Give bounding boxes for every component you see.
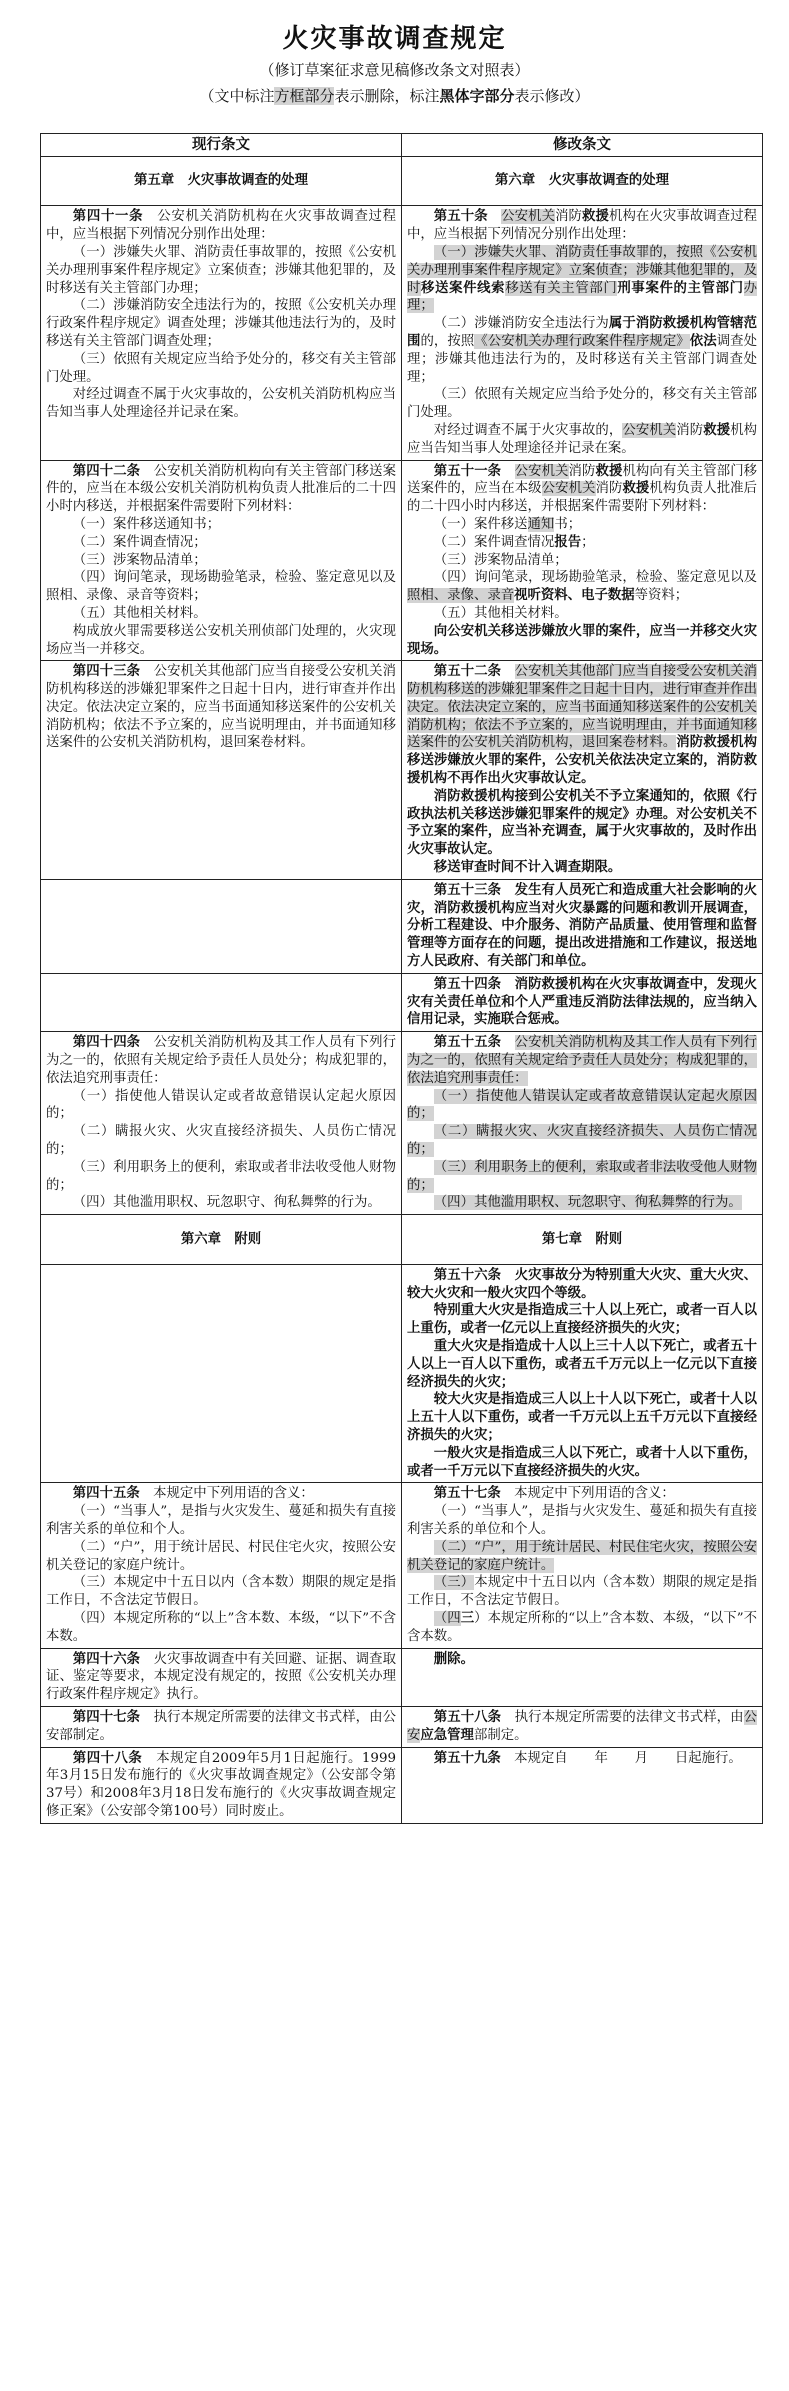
bold-text: 第五十五条 [433,1034,502,1051]
clause-paragraph [407,1391,757,1444]
clause-paragraph [407,663,757,788]
current-text-cell [41,156,402,206]
clause-text: 消防 [568,463,596,479]
deleted-text: （三） [433,1575,475,1591]
clause-text: （三）依照有关规定应当给予处分的，移交有关主管部门处理。 [46,351,396,385]
deleted-text: 照相、录像、录音 [407,588,515,604]
clause-text: （四）询问笔录，现场勘验笔录，检验、鉴定意见以及照相、录像、录音等资料； [46,570,396,604]
deleted-text: 公安机关消防机构及其工作人员有下列行为之一的，依照有关规定给予责任人员处分；构成犯罪的，依法追究刑事责任： [407,1035,758,1086]
clause-text: 公安机关其他部门应当自接受公安机关消防机构移送的涉嫌犯罪案件之日起十日内，进行审查并作出决定。依法决定立案的，应当书面通知移送案件的公安机关消防机构；依法不予立案的，应当说明理由，并书面通知移送案件的公安机关消防机构，退回案卷材料。 [46,664,397,751]
clause-paragraph [46,208,396,244]
clause-paragraph [407,1267,757,1303]
clause-paragraph [407,422,757,458]
table-row [41,1706,763,1747]
clause-paragraph [407,1651,757,1669]
clause-text [501,1035,514,1050]
clause-paragraph [46,386,396,422]
deleted-text: （一） [433,244,475,260]
bold-text: 第四十二条 [72,462,141,479]
table-row [41,1215,763,1265]
clause-text: （一）“当事人”，是指与火灾发生、蔓延和损失有直接利害关系的单位和个人。 [46,1504,396,1537]
deleted-text: 公安机关 [622,422,677,438]
table-row [41,1264,763,1483]
clause-text: （四）本规定所称的“以上”含本数、本级，“以下”不含本数。 [46,1610,396,1644]
bold-text: 第四十六条 [72,1650,141,1667]
deleted-text: 《公安机关办理行政案件程序规定》 [474,333,690,349]
header-revised-text: 修改条文 [402,134,763,157]
bold-text: 一般火灾是指造成三人以下死亡，或者十人以下重伤，或者一千万元以下直接经济损失的火灾。 [407,1444,757,1479]
bold-text: 第四十五条 [72,1485,140,1502]
bold-text: 应急管理 [420,1726,474,1743]
clause-paragraph [407,859,757,877]
clause-paragraph [46,663,396,752]
clause-paragraph [407,1574,757,1610]
clause-paragraph [46,1123,396,1159]
table-row [41,156,763,206]
clause-text: （一）案件移送通知书； [72,516,221,532]
clause-text: 等资料； [634,588,689,604]
clause-paragraph [46,1709,396,1745]
chapter-heading [46,1231,396,1249]
clause-text: 机构负责人批准后的二十四小时内移送，并根据案件需要附下列材料： [407,481,758,515]
clause-paragraph [46,1574,396,1610]
table-row [41,879,763,973]
deleted-text: 公安机关 [541,481,596,497]
clause-text: （二）涉嫌消防安全违法行为 [433,316,609,332]
clause-text: （三）涉案物品清单； [433,552,568,568]
clause-paragraph [407,1123,757,1159]
clause-paragraph [46,605,396,623]
current-text-cell [41,1706,402,1747]
table-row [41,460,763,661]
deleted-text: 公安机关 [514,463,569,479]
deleted-text: （四 [433,1610,461,1626]
current-text-cell [41,1215,402,1265]
clause-paragraph [407,882,757,971]
clause-paragraph [407,1539,757,1575]
revised-text-cell [402,1747,763,1823]
comparison-table [40,133,763,1824]
clause-text: （五）其他相关材料。 [433,605,568,621]
deleted-text: （四）其他滥用职权、玩忽职守、徇私舞弊的行为。 [433,1195,742,1211]
bold-text: 移送案件线索 [421,279,506,296]
clause-text: （二）瞒报火灾、火灾直接经济损失、人员伤亡情况的； [46,1124,396,1158]
clause-text: 消防 [676,422,704,438]
clause-text: 机构应当告知当事人处理途径并记录在案。 [407,422,758,456]
table-row [41,206,763,460]
bold-text: 救援 [582,208,609,225]
bold-text: 第六章 火灾事故调查的处理 [494,172,670,189]
clause-text: （一）涉嫌失火罪、消防责任事故罪的，按照《公安机关办理刑事案件程序规定》立案侦查；涉嫌其他犯罪的，及时移送有关主管部门办理； [46,244,396,296]
deleted-text: （一）指使他人错误认定或者故意错误认定起火原因的； [407,1088,757,1122]
deleted-text: 公安机关 [501,209,556,225]
revised-text-cell [402,661,763,880]
table-row [41,1747,763,1823]
legend-bold-sample: 黑体字部分 [439,87,515,105]
bold-text: 第五十四条 消防救援机构在火灾事故调查中，发现火灾有关责任单位和个人严重违反消防法律法规的，应当纳入信用记录，实施联合惩戒。 [407,975,757,1028]
clause-paragraph [407,1338,757,1391]
clause-paragraph [46,463,396,516]
legend-text: 表示修改） [514,87,590,105]
bold-text: 第五十八条 [433,1708,502,1725]
deleted-text: 通知 [527,516,555,532]
bold-text: 第七章 附则 [541,1230,623,1247]
clause-paragraph [407,1485,757,1503]
clause-text: ； [581,534,595,550]
clause-text: 对经过调查不属于火灾事故的， [433,422,623,438]
bold-text: 删除。 [433,1650,474,1667]
current-text-cell [41,879,402,973]
bold-text: 救援 [703,421,731,438]
clause-paragraph [46,569,396,605]
clause-paragraph [407,208,757,244]
bold-text: 第五十条 [433,208,488,225]
clause-text [501,464,514,479]
clause-text: 火灾事故调查中有关回避、证据、调查取证、鉴定等要求，本规定没有规定的，按照《公安机关办理行政案件程序规定》执行。 [46,1651,397,1703]
clause-paragraph [46,1651,396,1704]
clause-text [501,664,514,679]
clause-paragraph [407,788,757,859]
legend-text: （文中标注 [199,87,275,105]
clause-text: 本规定自2009年5月1日起施行。1999年3月15日发布施行的《火灾事故调查规定》（公安部令第37号）和2008年3月18日发布施行的《火灾事故调查规定修正案》（公安部令第100号）同时废止。 [46,1750,396,1819]
bold-text: 重大火灾是指造成十人以上三十人以下死亡，或者五十人以上一百人以下重伤，或者五千万元以上一亿元以下直接经济损失的火灾； [407,1337,757,1390]
clause-text: （一）指使他人错误认定或者故意错误认定起火原因的； [46,1088,396,1122]
revised-text-cell [402,1264,763,1483]
bold-text: 消防救援机构接到公安机关不予立案通知的，依照《行政执法机关移送涉嫌犯罪案件的规定》办理。对公安机关不予立案的案件，应当补充调查，属于火灾事故的，及时作出火灾事故认定。 [407,787,757,858]
bold-text: 第四十一条 [72,208,144,225]
current-text-cell [41,1648,402,1706]
clause-paragraph [46,1610,396,1646]
revised-text-cell [402,879,763,973]
clause-text: 本规定中下列用语的含义： [139,1486,314,1502]
revised-text-cell [402,1215,763,1265]
document-legend-note [0,85,789,107]
clause-text: （二）“户”，用于统计居民、村民住宅火灾，按照公安机关登记的家庭户统计。 [46,1539,396,1573]
clause-text: ）本规定所称的“以上”含本数、本级，“以下”不含本数。 [407,1610,758,1644]
clause-text: 执行本规定所需要的法律文书式样，由 [501,1709,744,1725]
clause-paragraph [46,297,396,350]
bold-text: 第五十三条 发生有人员死亡和造成重大社会影响的火灾，消防救援机构应当对火灾暴露的问题和教训开展调查，分析工程建设、中介服务、消防产品质量、使用管理和监督管理等方面存在的问题，提出改进措施和工作建议，报送地方人民政府、有关部门和单位。 [407,881,757,970]
revised-text-cell [402,206,763,460]
chapter-heading [407,172,757,190]
bold-text: 第五十六条 火灾事故分为特别重大火灾、重大火灾、较大火灾和一般火灾四个等级。 [407,1266,757,1301]
current-text-cell [41,206,402,460]
clause-text: 公安机关消防机构在火灾事故调查过程中，应当根据下列情况分别作出处理： [46,209,397,243]
clause-paragraph [46,1485,396,1503]
table-header-row [41,134,763,157]
bold-text: 救援 [622,480,650,497]
bold-text: 第四十七条 [72,1708,141,1725]
revised-text-cell [402,1706,763,1747]
clause-text: 书； [554,516,582,532]
current-text-cell [41,1264,402,1483]
clause-text: 公安机关消防机构向有关主管部门移送案件的，应当在本级公安机关消防机构负责人批准后的二十四小时内移送，并根据案件需要附下列材料： [46,463,397,515]
table-row [41,1483,763,1648]
bold-text: 属于消防救援机构管辖范围 [407,315,758,349]
clause-text: （一）案件移送 [433,516,528,532]
clause-paragraph [46,552,396,570]
legend-deleted-sample: 方框部分 [274,87,335,105]
clause-paragraph [46,1503,396,1539]
clause-text: （二）涉嫌消防安全违法行为的，按照《公安机关办理行政案件程序规定》调查处理；涉嫌其他违法行为的，及时移送有关主管部门调查处理； [46,298,396,349]
clause-paragraph [46,1088,396,1124]
clause-paragraph [46,1159,396,1195]
clause-text: （四）询问笔录，现场勘验笔录，检验、鉴定意见以及 [433,570,757,586]
clause-paragraph [407,1194,757,1212]
bold-text: 特别重大火灾是指造成三十人以上死亡，或者一百人以上重伤，或者一亿元以上直接经济损失的火灾； [407,1302,757,1337]
current-text-cell [41,460,402,661]
clause-paragraph [407,1034,757,1087]
chapter-heading [46,172,396,190]
bold-text: 第五十一条 [433,462,502,479]
deleted-text: 公安机关其他部门应当自接受公安机关消防机构移送的涉嫌犯罪案件之日起十日内，进行审查并作出决定。依法决定立案的，应当书面通知移送案件的公安机关消防机构；依法不予立案的，应当说明理由，并书面通知移送案件的公安机关消防机构，退回案卷材料。 [407,664,758,751]
bold-text: 第五十二条 [433,663,502,680]
bold-text: 第五十九条 [433,1749,501,1766]
clause-text: 对经过调查不属于火灾事故的，公安机关消防机构应当告知当事人处理途径并记录在案。 [46,387,396,421]
clause-text: 调查处理；涉嫌其他违法行为的，及时移送有关主管部门调查处理； [407,333,758,385]
deleted-text: 涉嫌失火罪、消防责任事故罪的，按照《公安机关办理刑事案件程序规定》立案侦查；涉嫌其他犯罪的，及时 [407,244,758,296]
clause-paragraph [46,516,396,534]
clause-paragraph [407,552,757,570]
clause-text [488,209,501,224]
revised-text-cell [402,973,763,1031]
document-subtitle: （修订草案征求意见稿修改条文对照表） [259,61,530,79]
bold-text: 第五十七条 [433,1485,501,1502]
bold-text: 第四十四条 [72,1034,141,1051]
clause-text: 的，按照 [420,333,475,349]
clause-paragraph [407,976,757,1029]
bold-text: 依法 [689,332,717,349]
bold-text: 刑事案件的主管部门 [617,279,744,296]
clause-paragraph [407,1610,757,1646]
current-text-cell [41,1483,402,1648]
clause-paragraph [46,1539,396,1575]
clause-paragraph [46,351,396,387]
current-text-cell [41,661,402,880]
clause-paragraph [407,534,757,552]
clause-text: 公安机关消防机构及其工作人员有下列行为之一的，依照有关规定给予责任人员处分；构成犯罪的，依法追究刑事责任： [46,1035,397,1086]
bold-text: 移送审查时间不计入调查期限。 [433,859,622,876]
table-row [41,661,763,880]
bold-text: 报告 [554,533,582,550]
clause-paragraph [407,386,757,422]
clause-text: （三）本规定中十五日以内（含本数）期限的规定是指工作日，不含法定节假日。 [46,1575,396,1609]
legend-text: 表示删除，标注 [334,87,440,105]
bold-text: 视听资料、电子数据 [514,587,635,604]
revised-text-cell [402,1032,763,1215]
revised-text-cell [402,1483,763,1648]
document-title: 火灾事故调查规定 [282,24,507,54]
clause-paragraph [46,244,396,297]
deleted-text: 移送有关主管部门 [505,280,618,296]
deleted-text: 公安 [407,1709,758,1743]
clause-text: （三）利用职务上的便利，索取或者非法收受他人财物的； [46,1159,396,1193]
clause-text: 机构在火灾事故调查过程中，应当根据下列情况分别作出处理： [407,209,758,243]
bold-text: 三 [460,1609,475,1626]
bold-text: 第四十八条 [72,1749,143,1766]
bold-text: 第四十三条 [72,663,141,680]
bold-text: 较大火灾是指造成三人以上十人以下死亡，或者十人以上五十人以下重伤，或者一千万元以上五千万元以下直接经济损失的火灾； [407,1391,757,1443]
current-text-cell [41,973,402,1031]
clause-paragraph [407,315,757,386]
table-body [41,156,763,1823]
clause-paragraph [407,516,757,534]
clause-text: 本规定自 年 月 日起施行。 [500,1750,742,1766]
table-row [41,973,763,1031]
clause-text: （五）其他相关材料。 [72,605,207,621]
clause-text: （三）涉案物品清单； [72,552,207,568]
revised-text-cell [402,156,763,206]
clause-paragraph [407,605,757,623]
bold-text: 第五章 火灾事故调查的处理 [133,172,309,189]
clause-text: 机构向有关主管部门移送案件的，应当在本级 [407,463,758,497]
clause-paragraph [407,1088,757,1124]
header-current-text: 现行条文 [41,134,402,157]
clause-text: 消防 [555,209,583,225]
bold-text: 第六章 附则 [180,1230,262,1247]
bold-text: 向公安机关移送涉嫌放火罪的案件，应当一并移交火灾现场。 [407,622,757,657]
clause-paragraph [46,1194,396,1212]
deleted-text: （二）瞒报火灾、火灾直接经济损失、人员伤亡情况的； [407,1124,757,1158]
deleted-text: 办理； [407,280,758,314]
revised-text-cell [402,1648,763,1706]
current-text-cell [41,1032,402,1215]
clause-text: 执行本规定所需要的法律文书式样，由公安部制定。 [46,1709,397,1743]
clause-text: 本规定中下列用语的含义： [500,1486,675,1502]
clause-paragraph [407,1159,757,1195]
deleted-text: （二）“户”，用于统计居民、村民住宅火灾，按照公安机关登记的家庭户统计。 [407,1539,757,1573]
clause-text: 本规定中十五日以内（含本数）期限的规定是指工作日，不含法定节假日。 [407,1575,758,1609]
clause-paragraph [407,244,757,315]
clause-paragraph [407,1503,757,1539]
bold-text: 救援 [595,462,623,479]
clause-paragraph [407,1302,757,1338]
clause-paragraph [46,1034,396,1087]
revised-text-cell [402,460,763,661]
clause-text: （三）依照有关规定应当给予处分的，移交有关主管部门处理。 [407,387,757,421]
clause-text: （二）案件调查情况； [72,534,207,550]
clause-text: （一）“当事人”，是指与火灾发生、蔓延和损失有直接利害关系的单位和个人。 [407,1504,757,1537]
chapter-heading [407,1231,757,1249]
document-header [0,18,789,107]
clause-paragraph [46,534,396,552]
clause-text: 消防 [595,481,623,497]
clause-paragraph [407,1445,757,1481]
clause-text: （四）其他滥用职权、玩忽职守、徇私舞弊的行为。 [72,1195,381,1211]
clause-paragraph [407,1709,757,1745]
clause-text: （二）案件调查情况 [433,534,555,550]
clause-paragraph [407,569,757,605]
clause-text: 部制定。 [473,1727,528,1743]
clause-paragraph [407,1750,757,1768]
bold-text: 消防救援机构移送涉嫌放火罪的案件，公安机关依法决定立案的，消防救援机构不再作出火灾事故认定。 [407,734,758,787]
clause-text: 构成放火罪需要移送公安机关刑侦部门处理的，火灾现场应当一并移交。 [46,623,396,657]
table-row [41,1032,763,1215]
clause-paragraph [46,1750,396,1821]
clause-paragraph [407,623,757,659]
deleted-text: （三）利用职务上的便利，索取或者非法收受他人财物的； [407,1159,757,1193]
clause-paragraph [407,463,757,516]
clause-paragraph [46,623,396,659]
table-row [41,1648,763,1706]
current-text-cell [41,1747,402,1823]
